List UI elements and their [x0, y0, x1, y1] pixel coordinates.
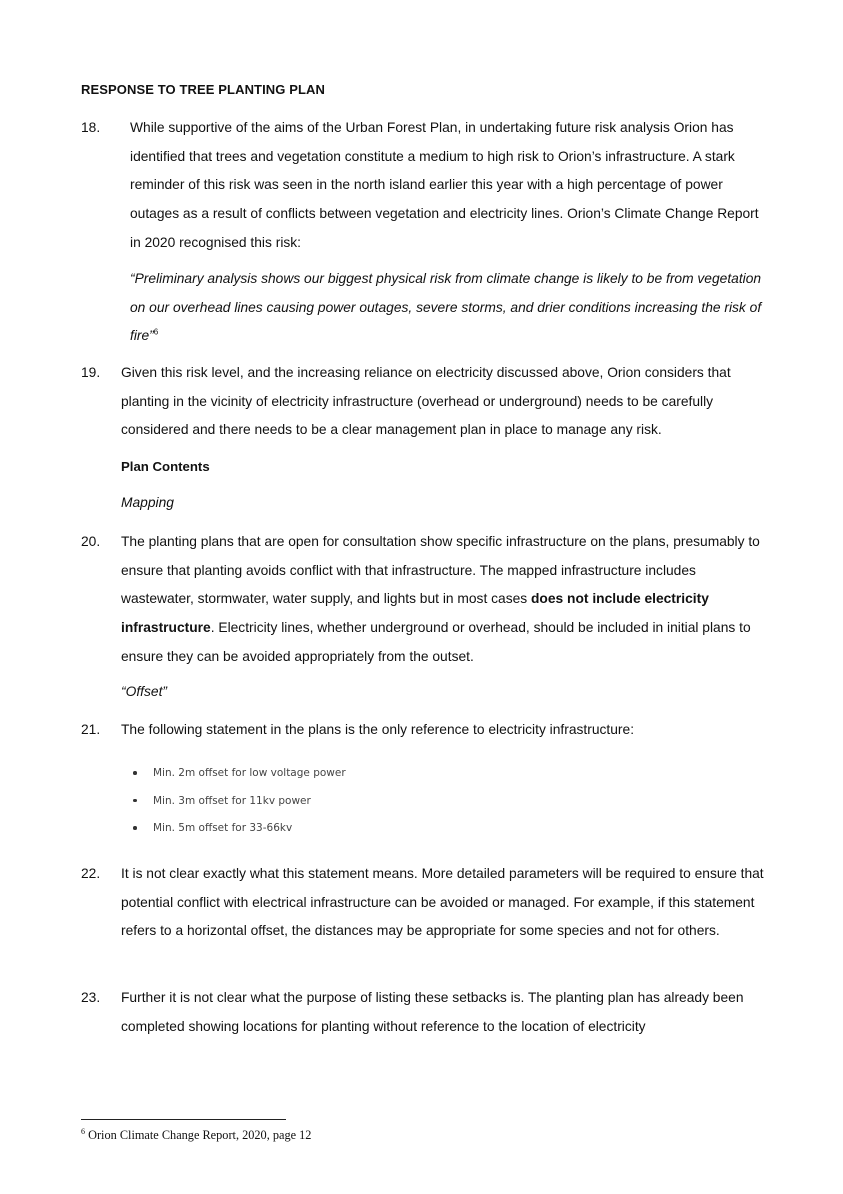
paragraph-text: It is not clear exactly what this statement means. More detailed parameters will be required to ensure that potential conflict with electrical infrastructure can be avoided or managed. For example, if this statement refers to a horizontal offset, the distances may be appropriate for some species and not for others. — [121, 866, 764, 939]
paragraph-number: 18. — [81, 120, 101, 135]
footnote-reference: 6 — [153, 327, 159, 337]
paragraph-23 — [81, 984, 771, 1041]
list-item: Min. 5m offset for 33-66kv — [129, 817, 346, 845]
paragraph-21 — [81, 716, 771, 745]
offset-list — [129, 762, 346, 845]
paragraph-19 — [81, 359, 771, 445]
paragraph-22 — [81, 860, 771, 946]
paragraph-number: 22. — [81, 866, 101, 881]
subheading-plan-contents: Plan Contents — [121, 459, 210, 474]
emphasis-text: does not include electricity infrastructure — [121, 591, 709, 636]
footnote-divider — [81, 1119, 286, 1120]
paragraph-text: Further it is not clear what the purpose of listing these setbacks is. The planting plan has already been completed showing locations for planting without reference to the location of electricity — [121, 990, 744, 1034]
paragraph-number: 23. — [81, 990, 101, 1005]
text-run: . Electricity lines, whether underground or overhead, should be included in initial plans to ensure they can be avoided appropriately from the outset. — [121, 620, 751, 664]
paragraph-number: 19. — [81, 365, 101, 380]
climate-report-quote — [130, 265, 770, 351]
subheading-mapping: Mapping — [121, 495, 174, 510]
paragraph-number: 20. — [81, 534, 101, 549]
footnote-number: 6 — [81, 1126, 85, 1136]
paragraph-text: While supportive of the aims of the Urban Forest Plan, in undertaking future risk analysis Orion has identified that trees and vegetation constitute a medium to high risk to Orion’s infrastructure. A stark reminder of this risk was seen in the north island earlier this year with a high percentage of power outages as a result of conflicts between vegetation and electricity lines. Orion’s Climate Change Report in 2020 recognised this risk: — [130, 120, 759, 250]
footnote — [81, 1128, 311, 1143]
paragraph-number: 21. — [81, 722, 101, 737]
paragraph-text — [121, 528, 771, 672]
paragraph-20 — [81, 528, 771, 672]
list-item: Min. 3m offset for 11kv power — [129, 790, 346, 818]
quote-text: “Preliminary analysis shows our biggest physical risk from climate change is likely to be from vegetation on our overhead lines causing power outages, severe storms, and drier conditions increasing the risk of fire” — [130, 271, 762, 344]
paragraph-text: The following statement in the plans is the only reference to electricity infrastructure: — [121, 722, 635, 737]
paragraph-18 — [81, 114, 771, 258]
paragraph-text: Given this risk level, and the increasing reliance on electricity discussed above, Orion considers that planting in the vicinity of electricity infrastructure (overhead or underground) needs to be carefully considered and there needs to be a clear management plan in place to manage any risk. — [121, 365, 731, 438]
subheading-offset: “Offset” — [121, 684, 167, 699]
text-run: The planting plans that are open for consultation show specific infrastructure on the plans, presumably to ensure that planting avoids conflict with that infrastructure. The mapped infrastructure includes wastewater, stormwater, water supply, and lights but in most cases — [121, 534, 760, 607]
section-heading: RESPONSE TO TREE PLANTING PLAN — [81, 82, 326, 97]
list-item: Min. 2m offset for low voltage power — [129, 762, 346, 790]
footnote-text: Orion Climate Change Report, 2020, page 12 — [85, 1128, 312, 1142]
